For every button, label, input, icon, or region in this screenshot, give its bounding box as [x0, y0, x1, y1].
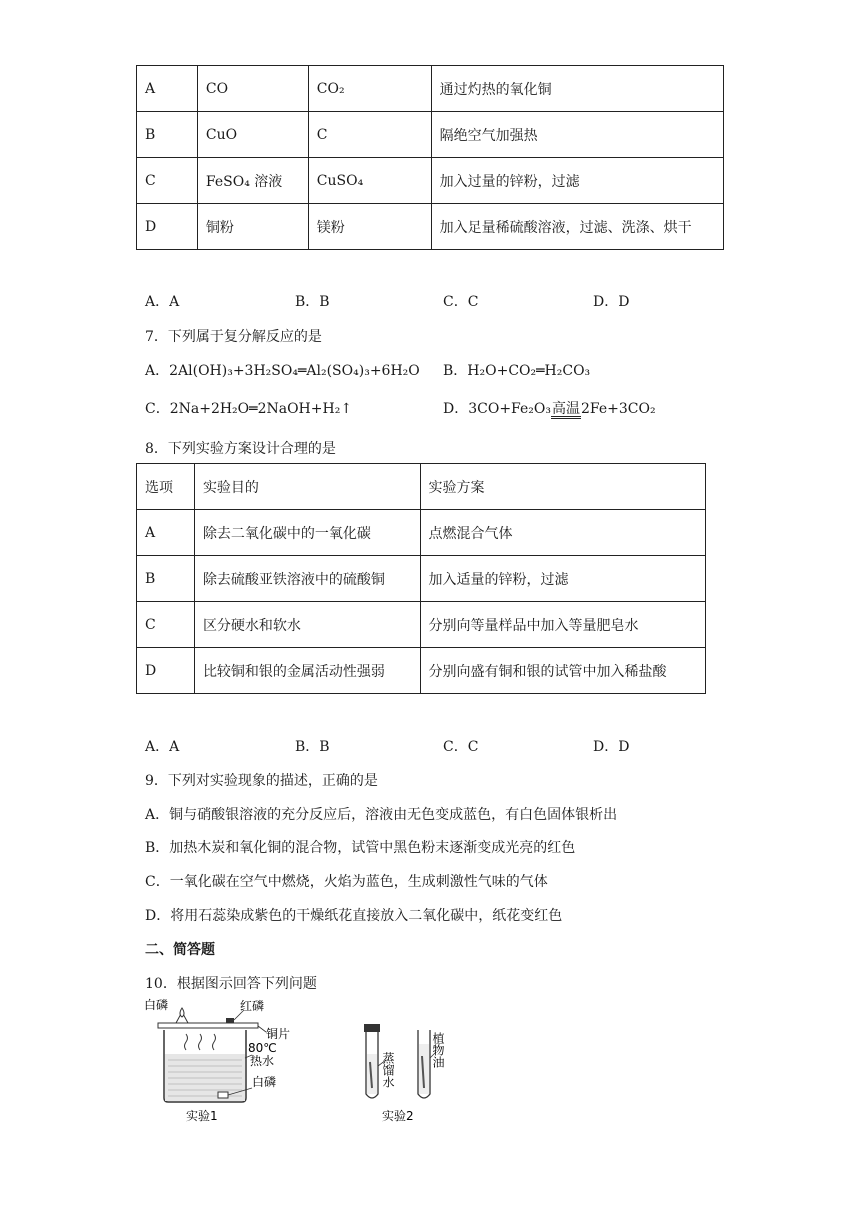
table-cell: D — [137, 648, 195, 694]
table-cell: 加入过量的锌粉，过滤 — [431, 158, 723, 204]
experiment-2-caption: 实验2 — [382, 1109, 414, 1123]
label-temperature: 80℃ — [248, 1041, 277, 1055]
table-cell: CuSO₄ — [308, 158, 431, 204]
label-red-phosphorus: 红磷 — [240, 999, 265, 1013]
table-cell: 分别向盛有铜和银的试管中加入稀盐酸 — [420, 648, 705, 694]
experiment-1-diagram — [140, 998, 310, 1126]
table-row — [137, 510, 706, 556]
q7-option-d — [443, 398, 656, 419]
table-cell: 通过灼热的氧化铜 — [431, 66, 723, 112]
q6-option-d: D．D — [593, 294, 630, 310]
experiment-2-figure — [352, 1022, 462, 1126]
table-row — [137, 66, 724, 112]
table-cell: C — [137, 158, 198, 204]
q7-stem: 7．下列属于复分解反应的是 — [145, 329, 322, 345]
table-cell: 除去硫酸亚铁溶液中的硫酸铜 — [194, 556, 420, 602]
q7-option-d-products: 2Fe+3CO₂ — [581, 401, 656, 417]
table-cell: 分别向等量样品中加入等量肥皂水 — [420, 602, 705, 648]
label-copper-plate: 铜片 — [266, 1027, 291, 1041]
q9-stem: 9．下列对实验现象的描述，正确的是 — [145, 773, 378, 789]
q8-stem: 8．下列实验方案设计合理的是 — [145, 441, 336, 457]
table-cell: B — [137, 112, 198, 158]
table-row — [137, 648, 706, 694]
experiment-1-figure — [140, 998, 310, 1126]
column-header: 实验方案 — [420, 464, 705, 510]
table-cell: 加入足量稀硫酸溶液，过滤、洗涤、烘干 — [431, 204, 723, 250]
q8-table — [136, 463, 706, 694]
experiment-2-diagram — [352, 1022, 462, 1126]
q9-option-a: A．铜与硝酸银溶液的充分反应后，溶液由无色变成蓝色，有白色固体银析出 — [145, 807, 618, 823]
q10-stem: 10．根据图示回答下列问题 — [145, 976, 317, 992]
reaction-condition: 高温 — [552, 401, 580, 417]
table-cell: 比较铜和银的金属活动性强弱 — [194, 648, 420, 694]
experiment-1-caption: 实验1 — [186, 1109, 218, 1123]
label-hot-water: 热水 — [250, 1054, 275, 1068]
q9-option-c: C．一氧化碳在空气中燃烧，火焰为蓝色，生成刺激性气味的气体 — [145, 874, 548, 890]
table-cell: C — [137, 602, 195, 648]
table-cell: 加入适量的锌粉，过滤 — [420, 556, 705, 602]
q9-option-b: B．加热木炭和氧化铜的混合物，试管中黑色粉末逐渐变成光亮的红色 — [145, 840, 576, 856]
q7-option-a: A．2Al(OH)₃+3H₂SO₄═Al₂(SO₄)₃+6H₂O — [145, 363, 420, 379]
q8-option-d: D．D — [593, 739, 630, 755]
table-cell: 隔绝空气加强热 — [431, 112, 723, 158]
q7-option-c: C．2Na+2H₂O═2NaOH+H₂↑ — [145, 401, 353, 417]
q7-option-d-reactants: D．3CO+Fe₂O₃ — [443, 401, 551, 417]
q7-option-b: B．H₂O+CO₂═H₂CO₃ — [443, 363, 591, 379]
table-cell: FeSO₄ 溶液 — [197, 158, 308, 204]
table-cell: CO — [197, 66, 308, 112]
table-cell: 镁粉 — [308, 204, 431, 250]
table-row — [137, 112, 724, 158]
section-heading: 二、简答题 — [145, 942, 215, 958]
table-header-row — [137, 464, 706, 510]
table-row — [137, 556, 706, 602]
label-white-phosphorus-bottom: 白磷 — [252, 1075, 277, 1089]
q6-option-b: B．B — [295, 294, 330, 310]
table-cell: B — [137, 556, 195, 602]
table-cell: D — [137, 204, 198, 250]
table-cell: 点燃混合气体 — [420, 510, 705, 556]
q8-option-b: B．B — [295, 739, 330, 755]
table-cell: 铜粉 — [197, 204, 308, 250]
table-cell: A — [137, 66, 198, 112]
table-cell: 区分硬水和软水 — [194, 602, 420, 648]
q6-option-c: C．C — [443, 294, 479, 310]
q8-option-a: A．A — [145, 739, 180, 755]
table-cell: CuO — [197, 112, 308, 158]
table-row — [137, 204, 724, 250]
q6-option-a: A．A — [145, 294, 180, 310]
table-cell: A — [137, 510, 195, 556]
label-white-phosphorus-top: 白磷 — [144, 998, 169, 1012]
column-header: 选项 — [137, 464, 195, 510]
label-vegetable-oil: 植物油 — [431, 1032, 445, 1068]
table-cell: C — [308, 112, 431, 158]
q8-option-c: C．C — [443, 739, 479, 755]
column-header: 实验目的 — [194, 464, 420, 510]
table-row — [137, 158, 724, 204]
q6-table — [136, 65, 724, 250]
table-cell: CO₂ — [308, 66, 431, 112]
table-cell: 除去二氧化碳中的一氧化碳 — [194, 510, 420, 556]
table-row — [137, 602, 706, 648]
label-distilled-water: 蒸馏水 — [381, 1052, 395, 1088]
q9-option-d: D．将用石蕊染成紫色的干燥纸花直接放入二氧化碳中，纸花变红色 — [145, 908, 563, 924]
